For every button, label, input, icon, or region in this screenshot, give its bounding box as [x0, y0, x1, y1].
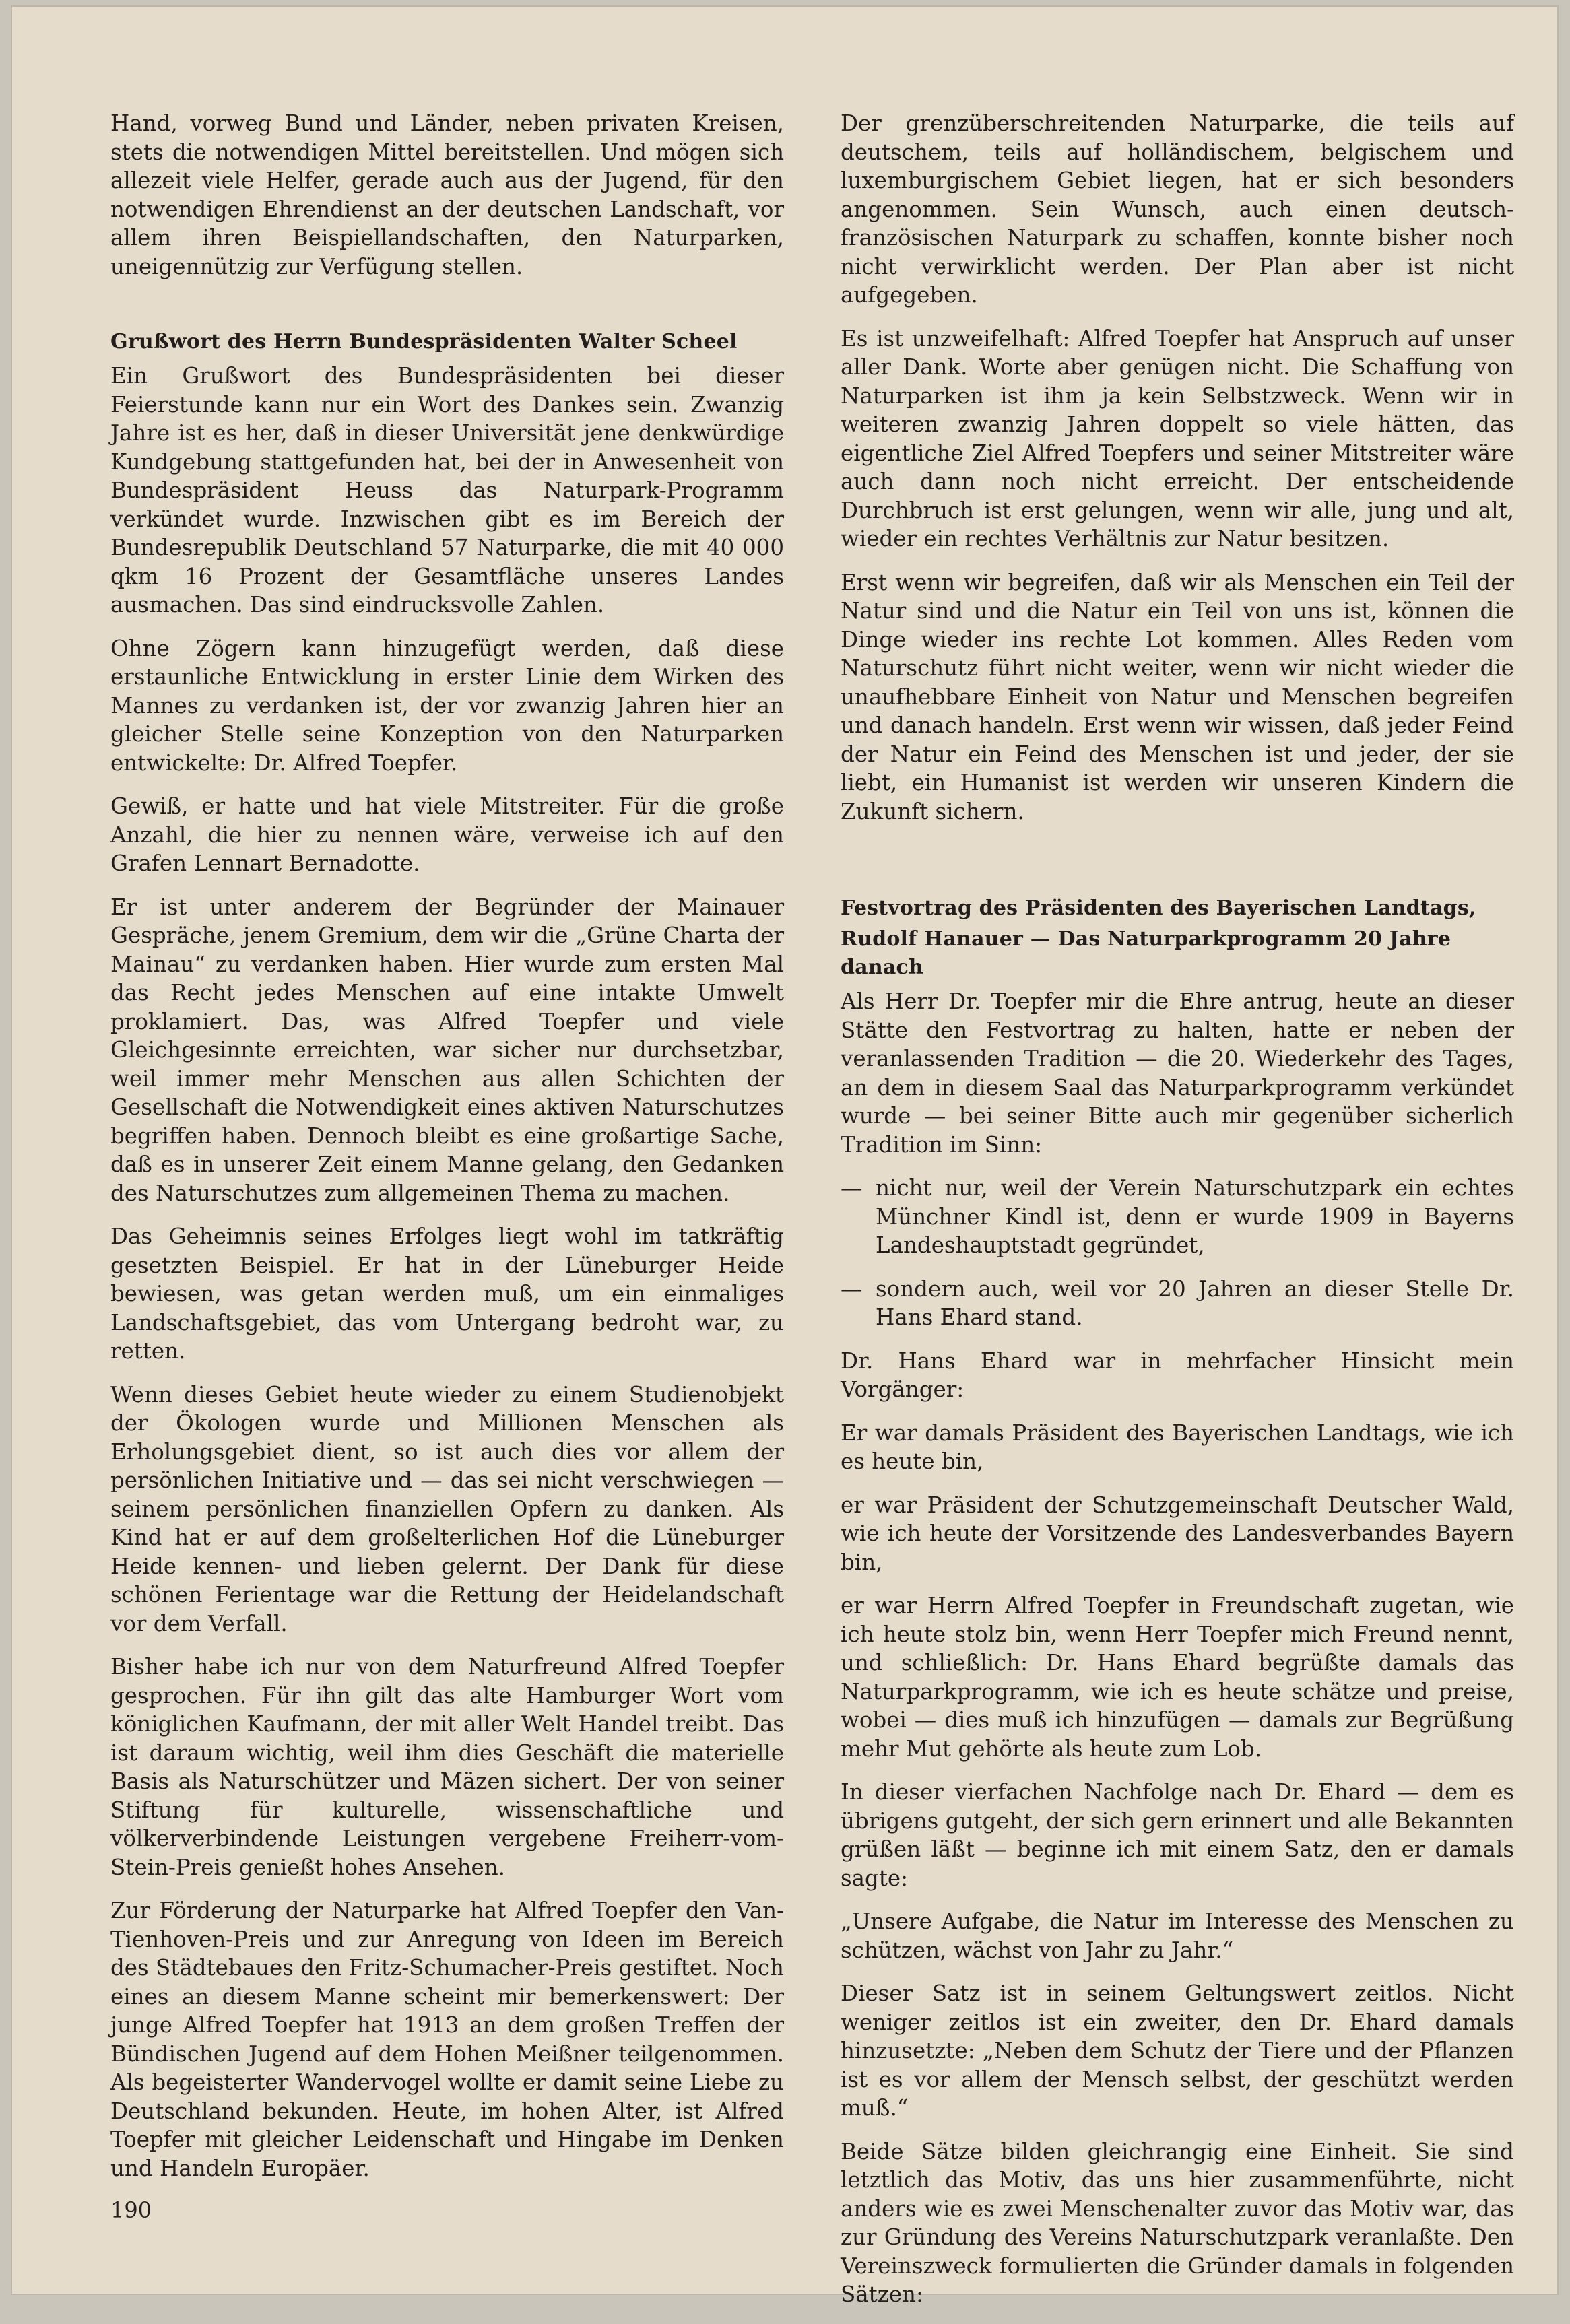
paragraph: Ein Grußwort des Bundespräsidenten bei dieser Feierstunde kann nur ein Wort des Dankes sein. Zwanzig Jahre ist es her, daß in dieser Universität jene denkwürdige Kundgebung stattgefunden hat, bei der in Anwesenheit von Bundespräsident Heuss das Naturpark-Programm verkündet wurde. Inzwischen gibt es im Bereich der Bundesrepublik Deutschland 57 Naturparke, die mit 40 000 qkm 16 Prozent der Gesamtfläche unseres Landes ausmachen. Das sind eindrucksvolle Zahlen. [110, 363, 784, 618]
paragraph: Das Geheimnis seines Erfolges liegt wohl im tatkräftig gesetzten Beispiel. Er hat in der Lüneburger Heide bewiesen, was getan werden muß, um ein einmaliges Landschaftsgebiet, das vom Untergang bedroht war, zu retten. [110, 1224, 784, 1364]
paragraph: Er war damals Präsident des Bayerischen Landtags, wie ich es heute bin, [841, 1420, 1514, 1474]
left-column [110, 109, 784, 2197]
paragraph: er war Herrn Alfred Toepfer in Freundschaft zugetan, wie ich heute stolz bin, wenn Herr Toepfer mich Freund nennt, und schließlich: Dr. Hans Ehard begrüßte damals das Naturparkprogramm, wie ich es heute schätze und preise, wobei — dies muß ich hinzufügen — damals zur Begrüßung mehr Mut gehörte als heute zum Lob. [841, 1593, 1514, 1762]
paragraph: Der grenzüberschreitenden Naturparke, die teils auf deutschem, teils auf holländischem, belgischem und luxemburgischem Gebiet liegen, hat er sich besonders angenommen. Sein Wunsch, auch einen deutsch-französischen Naturpark zu schaffen, konnte bisher noch nicht verwirklicht werden. Der Plan aber ist nicht aufgegeben. [841, 110, 1514, 308]
paragraph: Als Herr Dr. Toepfer mir die Ehre antrug, heute an dieser Stätte den Festvortrag zu halten, hatte er neben der veranlassenden Tradition — die 20. Wiederkehr des Tages, an dem in diesem Saal das Naturparkprogramm verkündet wurde — bei seiner Bitte auch mir gegenüber sicherlich Tradition im Sinn: [841, 989, 1514, 1158]
heading-grusswort: Grußwort des Herrn Bundespräsidenten Walter Scheel [110, 330, 738, 354]
paragraph: In dieser vierfachen Nachfolge nach Dr. Ehard — dem es übrigens gutgeht, der sich gern erinnert und alle Bekannten grüßen läßt — beginne ich mit einem Satz, den er damals sagte: [841, 1779, 1514, 1891]
paragraph: Gewiß, er hatte und hat viele Mitstreiter. Für die große Anzahl, die hier zu nennen wäre, verweise ich auf den Grafen Lennart Bernadotte. [110, 793, 784, 876]
dash-list-item [841, 1174, 1514, 1260]
dash-list-item [841, 1275, 1514, 1332]
paragraph: Bisher habe ich nur von dem Naturfreund Alfred Toepfer gesprochen. Für ihn gilt das alte Hamburger Wort vom königlichen Kaufmann, der mit aller Welt Handel treibt. Das ist daraum wichtig, weil ihm dies Geschäft die materielle Basis als Naturschützer und Mäzen sichert. Der von seiner Stiftung für kulturelle, wissenschaftliche und völkerverbindende Leistungen vergebene Freiherr-vom-Stein-Preis genießt hohes Ansehen. [110, 1654, 784, 1880]
dash-mark: — [841, 1175, 863, 1201]
dash-mark: — [841, 1275, 863, 1302]
paragraph: Erst wenn wir begreifen, daß wir als Menschen ein Teil der Natur sind und die Natur ein Teil von uns ist, können die Dinge wieder ins rechte Lot kommen. Alles Reden vom Naturschutz führt nicht weiter, wenn wir nicht wieder die unaufhebbare Einheit von Natur und Menschen begreifen und danach handeln. Erst wenn wir wissen, daß jeder Feind der Natur ein Feind des Menschen ist und jeder, der sie liebt, ein Humanist ist werden wir unseren Kindern die Zukunft sichern. [841, 569, 1514, 824]
section-gap [841, 840, 1514, 894]
dash-item-text: nicht nur, weil der Verein Naturschutzpark ein echtes Münchner Kindl ist, denn er wurde 1909 in Bayerns Landeshauptstadt gegründet, [876, 1175, 1514, 1258]
paragraph: Ohne Zögern kann hinzugefügt werden, daß diese erstaunliche Entwicklung in erster Linie dem Wirken des Mannes zu verdanken ist, der vor zwanzig Jahren hier an gleicher Stelle seine Konzeption von den Naturparken entwickelte: Dr. Alfred Toepfer. [110, 635, 784, 776]
intro-paragraph: Hand, vorweg Bund und Länder, neben privaten Kreisen, stets die notwendigen Mittel bereitstellen. Und mögen sich allezeit viele Helfer, gerade auch aus der Jugend, für den notwendigen Ehrendienst an der deutschen Landschaft, vor allem ihren Beispiellandschaften, den Naturparken, uneigennützig zur Verfügung stellen. [110, 110, 784, 279]
paragraph: Er ist unter anderem der Begründer der Mainauer Gespräche, jenem Gremium, dem wir die „Grüne Charta der Mainau“ zu verdanken haben. Hier wurde zum ersten Mal das Recht jedes Menschen auf eine intakte Umwelt proklamiert. Das, was Alfred Toepfer und viele Gleichgesinnte erreichten, war sicher nur durchsetzbar, weil immer mehr Menschen aus allen Schichten der Gesellschaft die Notwendigkeit eines aktiven Naturschutzes begriffen haben. Dennoch bleibt es eine großartige Sache, daß es in unserer Zeit einem Manne gelang, den Gedanken des Naturschutzes zum allgemeinen Thema zu machen. [110, 894, 784, 1206]
paragraph: Wenn dieses Gebiet heute wieder zu einem Studienobjekt der Ökologen wurde und Millionen Menschen als Erholungsgebiet dient, so ist auch dies vor allem der persönlichen Initiative und — das sei nicht verschwiegen — seinem persönlichen finanziellen Opfern zu danken. Als Kind hat er auf dem großelterlichen Hof die Lüneburger Heide kennen- und lieben gelernt. Der Dank für diese schönen Ferientage war die Rettung der Heidelandschaft vor dem Verfall. [110, 1381, 784, 1636]
book-page [12, 7, 1557, 2307]
section-gap [110, 296, 784, 328]
paragraph: er war Präsident der Schutzgemeinschaft Deutscher Wald, wie ich heute der Vorsitzende des Landesverbandes Bayern bin, [841, 1492, 1514, 1575]
paragraph: Es ist unzweifelhaft: Alfred Toepfer hat Anspruch auf unser aller Dank. Worte aber genügen nicht. Die Schaffung von Naturparken ist ihm ja kein Selbstzweck. Wenn wir in weiteren zwanzig Jahren doppelt so viele hätten, das eigentliche Ziel Alfred Toepfers und seiner Mitstreiter wäre auch dann noch nicht erreicht. Der entscheidende Durchbruch ist erst gelungen, wenn wir alle, jung und alt, wieder ein rechtes Verhältnis zur Natur besitzen. [841, 325, 1514, 552]
quote-paragraph: „Unsere Aufgabe, die Natur im Interesse des Menschen zu schützen, wächst von Jahr zu Jahr.“ [841, 1908, 1514, 1963]
right-column [841, 109, 1514, 2324]
paragraph: Zur Förderung der Naturparke hat Alfred Toepfer den Van-Tienhoven-Preis und zur Anregung von Ideen im Bereich des Städtebaues den Fritz-Schumacher-Preis gestiftet. Noch eines an diesem Manne scheint mir bemerkenswert: Der junge Alfred Toepfer hat 1913 an dem großen Treffen der Bündischen Jugend auf dem Hohen Meißner teilgenommen. Als begeisterter Wandervogel wollte er damit seine Liebe zu Deutschland bekunden. Heute, im hohen Alter, ist Alfred Toepfer mit gleicher Leidenschaft und Hingabe im Denken und Handeln Europäer. [110, 1898, 784, 2181]
heading-festvortrag-line2: Rudolf Hanauer — Das Naturparkprogramm 20 Jahre danach [841, 927, 1451, 979]
paragraph: Dr. Hans Ehard war in mehrfacher Hinsicht mein Vorgänger: [841, 1348, 1514, 1402]
paragraph: Dieser Satz ist in seinem Geltungswert zeitlos. Nicht weniger zeitlos ist ein zweiter, den Dr. Ehard damals hinzusetzte: „Neben dem Schutz der Tiere und der Pflanzen ist es vor allem der Mensch selbst, der geschützt werden muß.“ [841, 1981, 1514, 2121]
page-number: 190 [110, 2197, 152, 2223]
heading-festvortrag-line1: Festvortrag des Präsidenten des Bayerischen Landtags, [841, 896, 1476, 920]
dash-item-text: sondern auch, weil vor 20 Jahren an dieser Stelle Dr. Hans Ehard stand. [876, 1275, 1514, 1330]
paragraph: Beide Sätze bilden gleichrangig eine Einheit. Sie sind letztlich das Motiv, das uns hier zusammenführte, nicht anders wie es zwei Menschenalter zuvor das Motiv war, das zur Gründung des Vereins Naturschutzpark veranlaßte. Den Vereinszweck formulierten die Gründer damals in folgenden Sätzen: [841, 2138, 1514, 2307]
